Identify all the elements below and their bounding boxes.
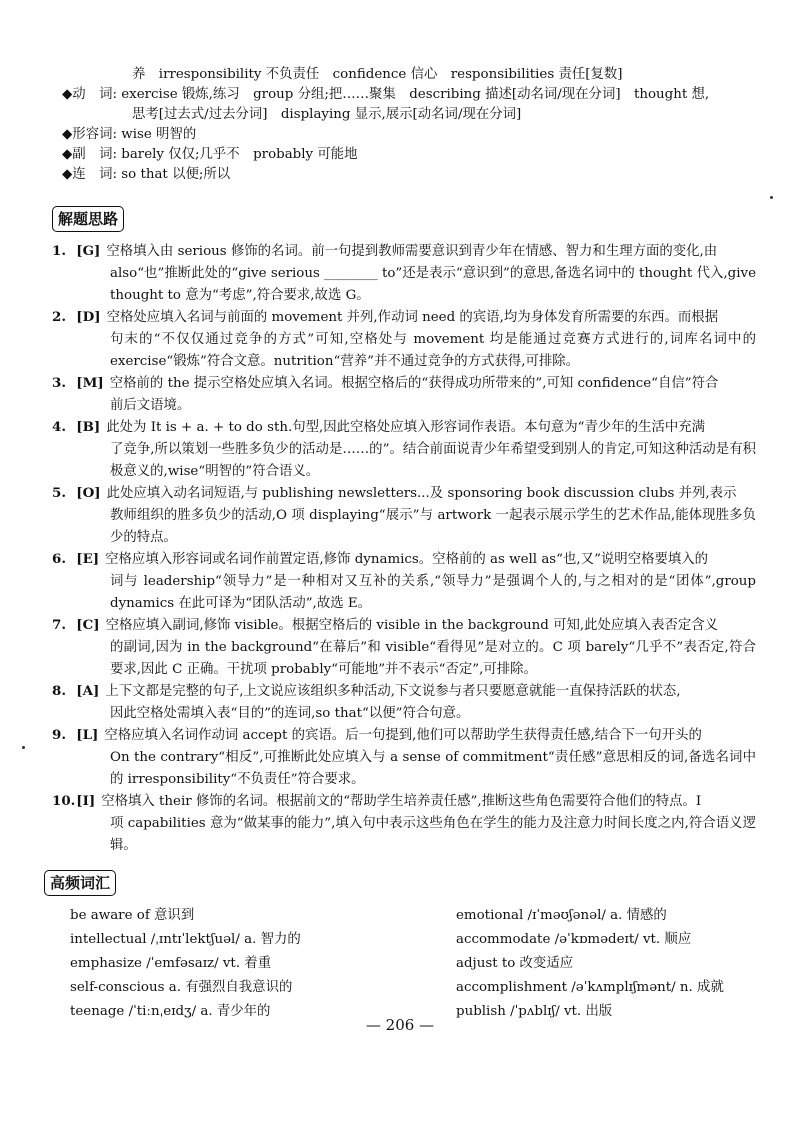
vocab-entry: accommodate /əˈkɒmədeɪt/ vt. 顺应 bbox=[456, 932, 692, 947]
adjective-text: wise 明智的 bbox=[121, 127, 197, 142]
verb-row bbox=[62, 86, 709, 104]
vocab-right-column bbox=[456, 904, 724, 1024]
item-number: 3. bbox=[52, 375, 66, 391]
print-speck bbox=[22, 746, 25, 749]
section-title-high-frequency-words: 高频词汇 bbox=[44, 870, 116, 896]
item-text-rest: 项 capabilities 意为“做某事的能力”,填入句中表示这些角色在学生的能力及注意力时间长度之内,符合语义逻辑。 bbox=[110, 816, 756, 853]
explanation-item-8 bbox=[52, 680, 756, 725]
item-text-rest: 前后文语境。 bbox=[110, 398, 191, 413]
item-text-rest: also“也”推断此处的“give serious ________ to”还是表示“意识到”的意思,备选名词中的 thought 代入,give thought to 意为“考虑”,符合要求,故选 G。 bbox=[110, 266, 756, 303]
item-text-first-line: 上下文都是完整的句子,上文说应该组织多种活动,下文说参与者只要愿意就能一直保持活跃的状态, bbox=[105, 684, 681, 699]
explanation-item-10 bbox=[52, 790, 756, 857]
item-number: 10. bbox=[52, 793, 76, 809]
item-text-first-line: 空格应填入名词作动词 accept 的宾语。后一句提到,他们可以帮助学生获得责任感,结合下一句开头的 bbox=[104, 728, 702, 743]
noun-continuation: 养 irresponsibility 不负责任 confidence 信心 responsibilities 责任[复数] bbox=[132, 67, 623, 82]
vocab-entry: self-conscious a. 有强烈自我意识的 bbox=[70, 980, 293, 995]
conjunction-row bbox=[62, 166, 230, 184]
explanation-item-9 bbox=[52, 724, 756, 791]
vocab-entry: accomplishment /əˈkʌmplɪʃmənt/ n. 成就 bbox=[456, 980, 724, 995]
item-text-rest: 教师组织的胜多负少的活动,O 项 displaying“展示”与 artwork 一起表示展示学生的艺术作品,能体现胜多负少的特点。 bbox=[110, 508, 756, 545]
adverb-row bbox=[62, 146, 358, 164]
item-text-rest: On the contrary“相反”,可推断此处应填入与 a sense of commitment“责任感”意思相反的词,备选名词中的 irresponsibility“不负责任”符合要求。 bbox=[110, 750, 756, 787]
explanation-item-4 bbox=[52, 416, 756, 483]
item-answer: [D] bbox=[76, 309, 101, 325]
vocab-left-column bbox=[70, 904, 301, 1024]
item-number: 9. bbox=[52, 727, 66, 743]
explanation-item-3 bbox=[52, 372, 756, 417]
vocab-entry: emotional /ɪˈməʊʃənəl/ a. 情感的 bbox=[456, 908, 667, 923]
item-number: 1. bbox=[52, 243, 66, 259]
item-answer: [O] bbox=[76, 485, 101, 501]
explanation-item-1 bbox=[52, 240, 756, 307]
explanation-item-6 bbox=[52, 548, 756, 615]
item-answer: [B] bbox=[76, 419, 101, 435]
vocab-entry: be aware of 意识到 bbox=[70, 908, 195, 923]
item-text-first-line: 空格填入由 serious 修饰的名词。前一句提到教师需要意识到青少年在情感、智力和生理方面的变化,由 bbox=[106, 244, 718, 259]
explanation-item-2 bbox=[52, 306, 756, 373]
item-text-rest: 词与 leadership“领导力”是一种相对又互补的关系,“领导力”是强调个人的,与之相对的是“团体”,group dynamics 在此可译为“团队活动”,故选 E。 bbox=[110, 574, 756, 611]
item-text-first-line: 此处应填入动名词短语,与 publishing newsletters...及 sponsoring book discussion clubs 并列,表示 bbox=[106, 486, 737, 501]
print-speck bbox=[770, 196, 773, 199]
conjunction-label: ◆连 词: bbox=[62, 167, 117, 182]
item-text-first-line: 空格前的 the 提示空格处应填入名词。根据空格后的“获得成功所带来的”,可知 confidence“自信”符合 bbox=[109, 376, 719, 391]
item-text-first-line: 此处为 It is + a. + to do sth.句型,因此空格处应填入形容词作表语。本句意为“青少年的生活中充满 bbox=[106, 420, 706, 435]
item-text-first-line: 空格填入 their 修饰的名词。根据前文的“帮助学生培养责任感”,推断这些角色需要符合他们的特点。I bbox=[101, 794, 702, 809]
item-text-rest: 了竞争,所以策划一些胜多负少的活动是……的”。结合前面说青少年希望受到别人的肯定,可知这种活动是有积极意义的,wise“明智的”符合语义。 bbox=[110, 442, 756, 479]
item-answer: [G] bbox=[76, 243, 101, 259]
verb-label: ◆动 词: bbox=[62, 87, 117, 102]
adverb-text: barely 仅仅;几乎不 probably 可能地 bbox=[121, 147, 358, 162]
vocab-entry: teenage /ˈtiːnˌeɪdʒ/ a. 青少年的 bbox=[70, 1004, 271, 1019]
item-answer: [E] bbox=[76, 551, 100, 567]
item-text-rest: 句末的“不仅仅通过竞争的方式”可知,空格处与 movement 均是能通过竞赛方式进行的,词库名词中的 exercise“锻炼”符合文意。nutrition“营养”并不通过竞争的方式获得,可排除。 bbox=[110, 332, 756, 369]
item-text-rest: 因此空格处需填入表“目的”的连词,so that“以便”符合句意。 bbox=[110, 706, 470, 721]
item-answer: [A] bbox=[76, 683, 100, 699]
adverb-label: ◆副 词: bbox=[62, 147, 117, 162]
explanation-item-7 bbox=[52, 614, 756, 681]
adjective-row bbox=[62, 126, 196, 144]
item-number: 5. bbox=[52, 485, 66, 501]
adjective-label: ◆形容词: bbox=[62, 127, 117, 142]
item-text-rest: 的副词,因为 in the background“在幕后”和 visible“看得见”是对立的。C 项 barely“几乎不”表否定,符合要求,因此 C 正确。干扰项 probably“可能地”并不表示“否定”,可排除。 bbox=[110, 640, 756, 677]
verb-text-line2: 思考[过去式/过去分词] displaying 显示,展示[动名词/现在分词] bbox=[132, 107, 522, 122]
vocab-entry: publish /ˈpʌblɪʃ/ vt. 出版 bbox=[456, 1004, 613, 1019]
section-title-solution-ideas: 解题思路 bbox=[52, 206, 124, 232]
item-text-first-line: 空格应填入形容词或名词作前置定语,修饰 dynamics。空格前的 as well as“也,又”说明空格要填入的 bbox=[105, 552, 709, 567]
item-answer: [C] bbox=[76, 617, 100, 633]
item-number: 2. bbox=[52, 309, 66, 325]
conjunction-text: so that 以便;所以 bbox=[121, 167, 231, 182]
vocab-entry: adjust to 改变适应 bbox=[456, 956, 574, 971]
vocab-entry: emphasize /ˈemfəsaɪz/ vt. 着重 bbox=[70, 956, 272, 971]
item-number: 8. bbox=[52, 683, 66, 699]
explanation-item-5 bbox=[52, 482, 756, 549]
item-number: 7. bbox=[52, 617, 66, 633]
item-text-first-line: 空格处应填入名词与前面的 movement 并列,作动词 need 的宾语,均为身体发育所需要的东西。而根据 bbox=[106, 310, 719, 325]
page-number: — 206 — bbox=[365, 1016, 435, 1034]
item-answer: [I] bbox=[76, 793, 96, 809]
item-text-first-line: 空格应填入副词,修饰 visible。根据空格后的 visible in the background 可知,此处应填入表否定含义 bbox=[105, 618, 719, 633]
item-answer: [L] bbox=[76, 727, 99, 743]
item-number: 6. bbox=[52, 551, 66, 567]
item-answer: [M] bbox=[76, 375, 104, 391]
vocab-entry: intellectual /ˌɪntɪˈlektʃuəl/ a. 智力的 bbox=[70, 932, 301, 947]
item-number: 4. bbox=[52, 419, 66, 435]
verb-text-line1: exercise 锻炼,练习 group 分组;把……聚集 describing 描述[动名词/现在分词] thought 想, bbox=[121, 87, 710, 102]
